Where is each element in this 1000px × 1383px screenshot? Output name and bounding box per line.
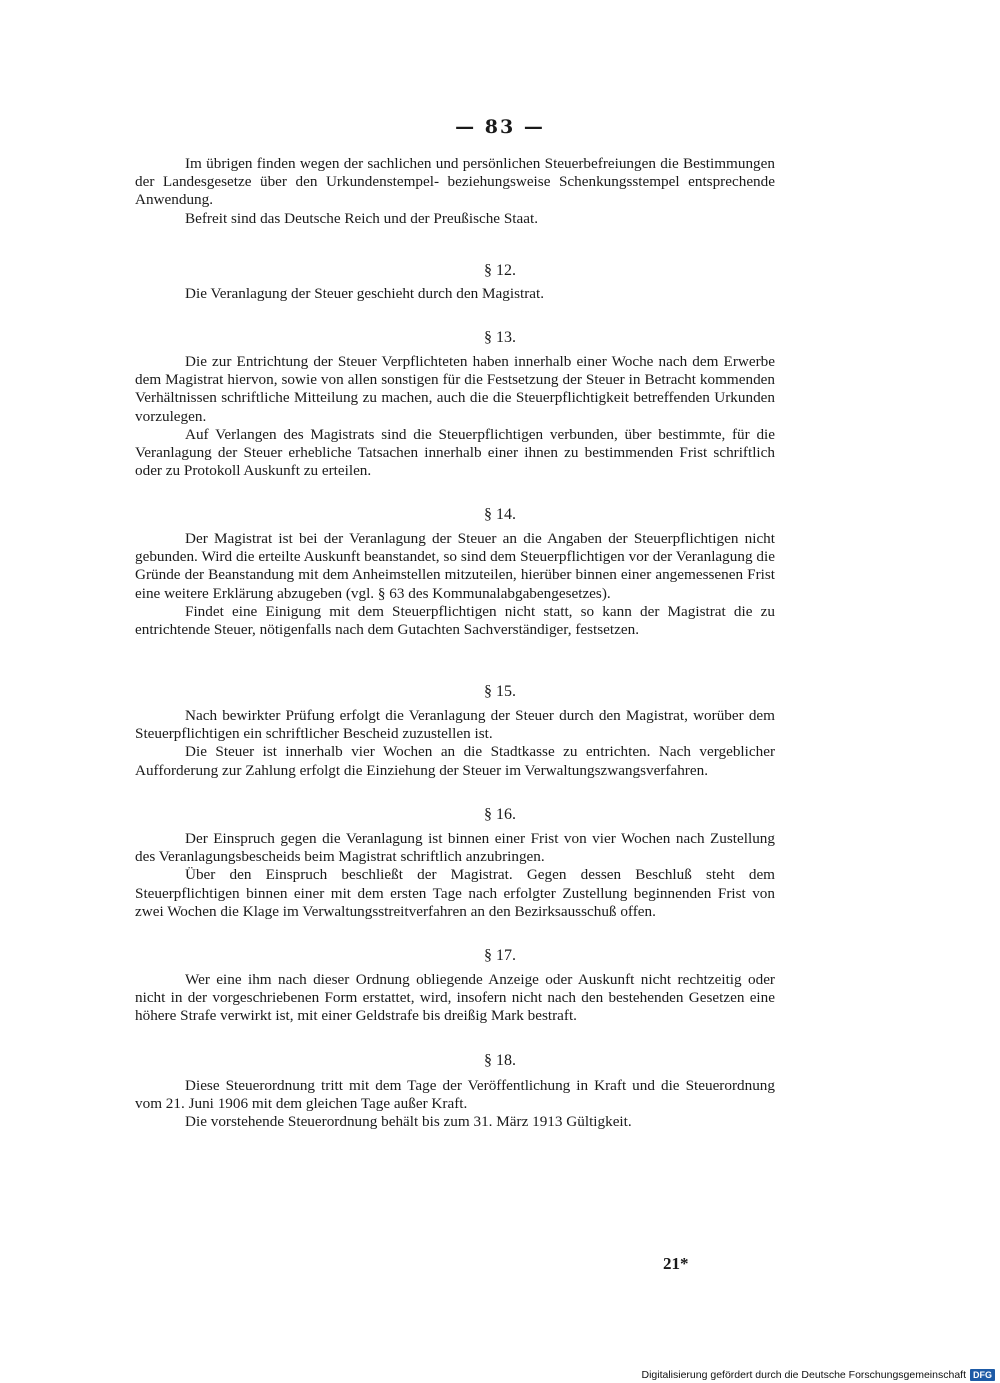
footer-text: Digitalisierung gefördert durch die Deutsche Forschungsgemeinschaft	[641, 1368, 966, 1381]
paragraph: Im übrigen finden wegen der sachlichen und persönlichen Steuerbefreiungen die Bestimmungen der Landesgesetze über den Urkundenstempel- beziehungsweise Schenkungsstempel entsprechende Anwendung.	[135, 155, 775, 209]
paragraph: Findet eine Einigung mit dem Steuerpflichtigen nicht statt, so kann der Magistrat die zu entrichtende Steuer, nötigenfalls nach dem Gutachten Sachverständiger, festsetzen.	[135, 602, 775, 639]
section-heading-13: § 13.	[484, 329, 516, 346]
paragraph: Die vorstehende Steuerordnung behält bis zum 31. März 1913 Gültigkeit.	[185, 1113, 632, 1131]
paragraph: Der Magistrat ist bei der Veranlagung der Steuer an die Angaben der Steuerpflichtigen nicht gebunden. Wird die erteilte Auskunft beanstandet, so sind dem Steuerpflichtigen vor der Veranlagung die Gründe der Beanstandung mit dem Anheimstellen mitzuteilen, hierüber binnen einer angemessenen Frist eine weitere Erklärung abzugeben (vgl. § 63 des Kommunalabgabengesetzes).	[135, 530, 775, 602]
paragraph: Nach bewirkter Prüfung erfolgt die Veranlagung der Steuer durch den Magistrat, worüber dem Steuerpflichtigen ein schriftlicher Bescheid zuzustellen ist.	[135, 707, 775, 743]
paragraph: Über den Einspruch beschließt der Magistrat. Gegen dessen Beschluß steht dem Steuerpflichtigen binnen einer mit dem ersten Tage nach erfolgter Zustellung beginnenden Frist von zwei Wochen die Klage im Verwaltungsstreitverfahren an den Bezirksausschuß offen.	[135, 866, 775, 920]
paragraph: Die Steuer ist innerhalb vier Wochen an die Stadtkasse zu entrichten. Nach vergeblicher Aufforderung zur Zahlung erfolgt die Einziehung der Steuer im Verwaltungszwangsverfahren.	[135, 743, 775, 779]
section-heading-12: § 12.	[484, 262, 516, 279]
paragraph: Wer eine ihm nach dieser Ordnung obliegende Anzeige oder Auskunft nicht rechtzeitig oder nicht in der vorgeschriebenen Form erstattet, wird, insofern nicht nach den bestehenden Gesetzen eine höhere Strafe verwirkt ist, mit einer Geldstrafe bis dreißig Mark bestraft.	[135, 971, 775, 1025]
section-18-body	[135, 1077, 775, 1132]
section-heading-15: § 15.	[484, 683, 516, 700]
paragraph: Auf Verlangen des Magistrats sind die Steuerpflichtigen verbunden, über bestimmte, für die Veranlagung der Steuer erhebliche Tatsachen innerhalb einer ihnen zu bestimmenden Frist schriftlich oder zu Protokoll Auskunft zu erteilen.	[135, 425, 775, 480]
dfg-logo-icon: DFG	[970, 1369, 995, 1381]
signature-mark: 21*	[663, 1254, 689, 1273]
section-13-body	[135, 353, 775, 480]
paragraph: Die zur Entrichtung der Steuer Verpflichteten haben innerhalb einer Woche nach dem Erwerbe dem Magistrat hiervon, sowie von allen sonstigen für die Festsetzung der Steuer in Betracht kommenden Verhältnissen schriftliche Mitteilung zu machen, auch die die Steuerpflichtigkeit betreffenden Urkunden vorzulegen.	[135, 353, 775, 425]
section-16-body	[135, 830, 775, 921]
section-heading-16: § 16.	[484, 806, 516, 823]
section-14-body	[135, 530, 775, 639]
section-heading-17: § 17.	[484, 947, 516, 964]
intro-block	[135, 155, 775, 228]
paragraph: Diese Steuerordnung tritt mit dem Tage der Veröffentlichung in Kraft und die Steuerordnung vom 21. Juni 1906 mit dem gleichen Tage außer Kraft.	[135, 1077, 775, 1113]
paragraph: Befreit sind das Deutsche Reich und der Preußische Staat.	[185, 209, 539, 227]
section-17-body	[135, 971, 775, 1026]
section-heading-14: § 14.	[484, 506, 516, 523]
digitization-footer	[605, 1368, 995, 1381]
paragraph: Die Veranlagung der Steuer geschieht durch den Magistrat.	[185, 285, 545, 302]
paragraph: Der Einspruch gegen die Veranlagung ist binnen einer Frist von vier Wochen nach Zustellung des Veranlagungsbescheids beim Magistrat schriftlich anzubringen.	[135, 830, 775, 866]
section-12-body	[135, 285, 775, 303]
section-heading-18: § 18.	[484, 1052, 516, 1069]
section-15-body	[135, 707, 775, 780]
page-number: — 83 —	[455, 116, 545, 138]
